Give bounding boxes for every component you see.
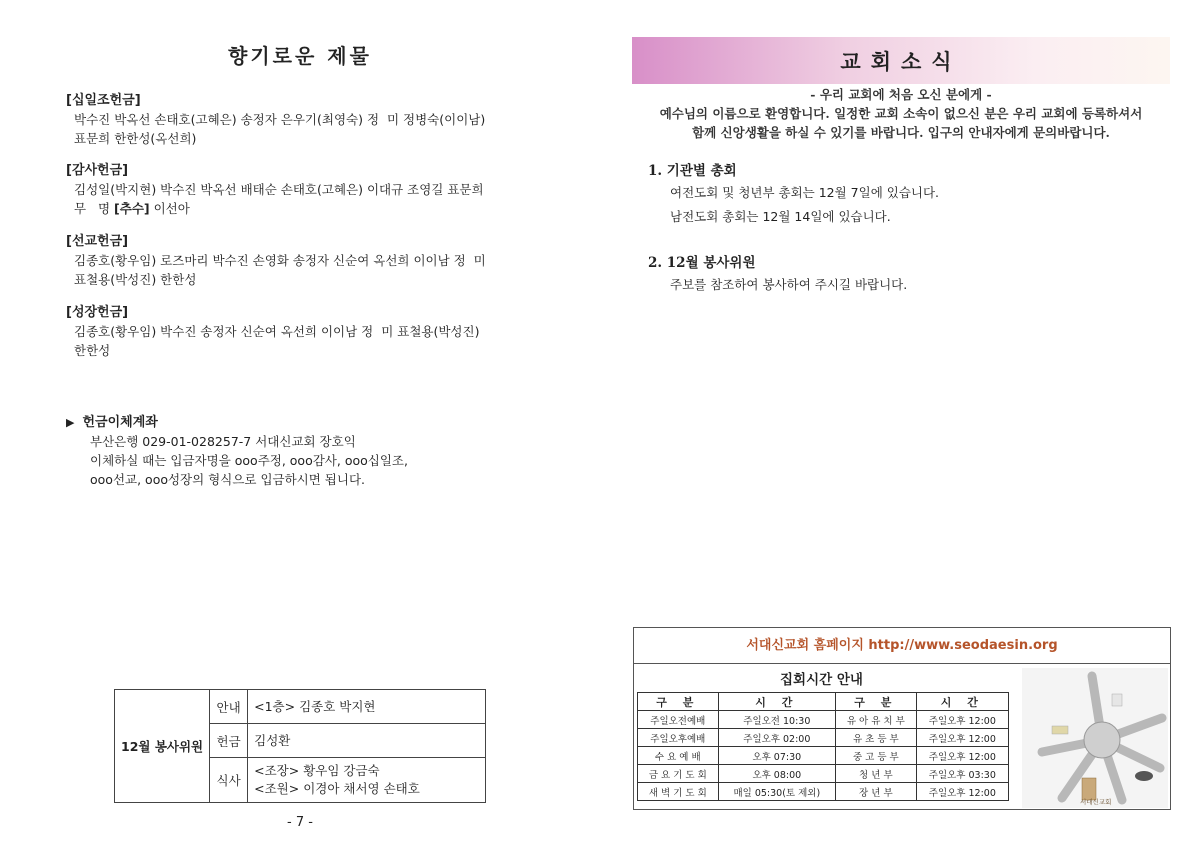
- offering-anonymous: 무 명: [74, 201, 115, 216]
- meeting-name: 청 년 부: [836, 765, 917, 783]
- meeting-time: 오후 07:30: [718, 747, 835, 765]
- bank-account-line: 부산은행 029-01-028257-7 서대신교회 장호익: [90, 434, 356, 449]
- meeting-name: 금 요 기 도 회: [638, 765, 719, 783]
- offering-thanks: [66, 162, 546, 218]
- meeting-time: 주일오후 12:00: [916, 711, 1008, 729]
- meeting-times-table: [637, 692, 1009, 801]
- column-header: 구 분: [638, 693, 719, 711]
- offering-names: 한한성: [74, 343, 111, 358]
- meeting-name: 유 아 유 치 부: [836, 711, 917, 729]
- news-item-heading: 1. 기관별 총회: [648, 163, 737, 179]
- volunteer-names: <1층> 김종호 박지현: [248, 690, 486, 724]
- news-item-heading: 2. 12월 봉사위원: [648, 255, 756, 271]
- volunteer-role: 헌금: [210, 724, 248, 758]
- map-church-label: 서대신교회: [1080, 798, 1112, 806]
- map-graphic: [1022, 668, 1168, 808]
- news-banner: [632, 37, 1170, 84]
- meeting-name: 장 년 부: [836, 783, 917, 801]
- offering-names: 김성일(박지현) 박수진 박옥선 배태순 손태호(고혜은) 이대규 조영길 표문희: [74, 182, 484, 197]
- table-row: [638, 711, 1009, 729]
- offering-heading: [성장헌금]: [66, 305, 129, 320]
- news-item-general-meeting: [648, 161, 1168, 229]
- welcome-message: [632, 85, 1170, 142]
- meeting-time: 주일오후 02:00: [718, 729, 835, 747]
- offering-names: 김종호(황우임) 로즈마리 박수진 손영화 송정자 신순여 옥선희 이이남 정 미: [74, 253, 486, 268]
- volunteer-role: 안내: [210, 690, 248, 724]
- volunteer-table: [114, 689, 486, 803]
- offering-mission: [66, 233, 546, 289]
- offering-names: 박수진 박옥선 손태호(고혜은) 송정자 은우기(최영숙) 정 미 정병숙(이이남): [74, 112, 486, 127]
- news-item-line: 남전도회 총회는 12월 14일에 있습니다.: [670, 209, 891, 224]
- triangle-bullet-icon: ▶: [66, 416, 75, 429]
- column-header: 시 간: [718, 693, 835, 711]
- meeting-time: 매일 05:30(토 제외): [718, 783, 835, 801]
- bank-instruction-line: 이체하실 때는 입금자명을 ooo주정, ooo감사, ooo십일조,: [90, 453, 408, 468]
- offering-heading: [감사헌금]: [66, 163, 129, 178]
- table-row: [638, 783, 1009, 801]
- meeting-name: 주일오후예배: [638, 729, 719, 747]
- meeting-time: 오후 08:00: [718, 765, 835, 783]
- offering-heading: [선교헌금]: [66, 234, 129, 249]
- offering-growth: [66, 304, 546, 360]
- meeting-time: 주일오후 03:30: [916, 765, 1008, 783]
- bank-transfer-info: [66, 414, 546, 489]
- meeting-time: 주일오전 10:30: [718, 711, 835, 729]
- harvest-tag: [추수]: [114, 201, 150, 216]
- bank-heading: 헌금이체계좌: [82, 415, 158, 430]
- offering-names: [66, 199, 546, 218]
- news-item-line: 주보를 참조하여 봉사하여 주시길 바랍니다.: [670, 277, 908, 292]
- volunteer-role: 식사: [210, 758, 248, 803]
- welcome-line: 함께 신앙생활을 하실 수 있기를 바랍니다. 입구의 안내자에게 문의바랍니다.: [692, 125, 1110, 140]
- offering-heading: [십일조헌금]: [66, 93, 141, 108]
- right-page: [600, 0, 1200, 848]
- offering-tithe: [66, 92, 546, 148]
- meeting-name: 수 요 예 배: [638, 747, 719, 765]
- offering-names: 김종호(황우임) 박수진 송정자 신순여 옥선희 이이남 정 미 표철용(박성진): [74, 324, 480, 339]
- church-location-map: [1022, 668, 1168, 808]
- column-header: 구 분: [836, 693, 917, 711]
- volunteer-names: <조장> 황우임 강금숙 <조원> 이경아 채서영 손태호: [248, 758, 486, 803]
- table-row: [638, 765, 1009, 783]
- meeting-name: 중 고 등 부: [836, 747, 917, 765]
- table-row: [638, 747, 1009, 765]
- church-info-box: [633, 627, 1171, 810]
- welcome-heading: - 우리 교회에 처음 오신 분에게 -: [810, 87, 992, 102]
- meeting-name: 주일오전예배: [638, 711, 719, 729]
- bank-instruction-line: ooo선교, ooo성장의 형식으로 입금하시면 됩니다.: [90, 472, 366, 487]
- meeting-time: 주일오후 12:00: [916, 747, 1008, 765]
- offering-names: 표철용(박성진) 한한성: [74, 272, 197, 287]
- column-header: 시 간: [916, 693, 1008, 711]
- offering-names: 표문희 한한성(옥선희): [74, 131, 197, 146]
- table-row: [638, 729, 1009, 747]
- page-title: 향기로운 제물: [228, 44, 372, 68]
- page-number: - 7 -: [287, 815, 313, 830]
- meeting-name: 유 초 등 부: [836, 729, 917, 747]
- news-item-volunteers: [648, 253, 1168, 297]
- meeting-time: 주일오후 12:00: [916, 783, 1008, 801]
- news-item-line: 여전도회 및 청년부 총회는 12월 7일에 있습니다.: [670, 185, 940, 200]
- meeting-times-title: 집회시간 안내: [780, 672, 863, 688]
- meeting-time: 주일오후 12:00: [916, 729, 1008, 747]
- homepage-link[interactable]: 서대신교회 홈페이지 http://www.seodaesin.org: [634, 628, 1170, 664]
- harvest-name: 이선아: [149, 201, 190, 216]
- meeting-name: 새 벽 기 도 회: [638, 783, 719, 801]
- welcome-line: 예수님의 이름으로 환영합니다. 일정한 교회 소속이 없으신 분은 우리 교회에 등록하셔서: [659, 106, 1143, 121]
- volunteer-table-title: 12월 봉사위원: [115, 690, 210, 803]
- volunteer-names: 김성환: [248, 724, 486, 758]
- news-title: 교회소식: [840, 49, 962, 74]
